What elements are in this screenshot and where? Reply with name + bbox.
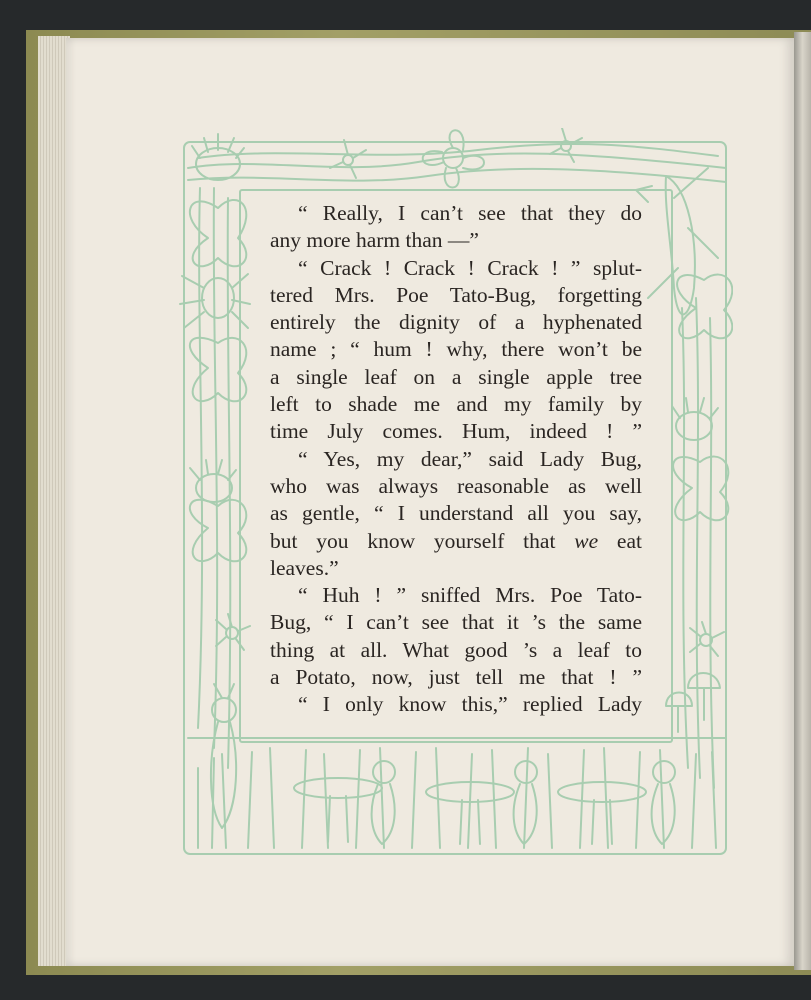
- text-line: “ Yes, my dear,” said Lady Bug,: [298, 446, 642, 471]
- emphasis-word: we: [574, 528, 599, 553]
- text-line: “ I only know this,” replied Lady: [298, 692, 642, 717]
- paragraph-2: [270, 255, 642, 446]
- paragraph-1: [270, 200, 642, 255]
- text-line: “ Really, I can’t see that they do: [298, 201, 642, 225]
- story-text: [270, 200, 642, 719]
- text-line: as gentle, “ I understand all you say,: [270, 501, 642, 526]
- top-branch: [188, 153, 726, 168]
- mushroom-table-3-icon: [558, 782, 646, 844]
- right-star-flower-icon: [690, 622, 724, 656]
- paragraph-4: [270, 582, 642, 691]
- left-star-flower-icon: [216, 614, 250, 650]
- top-left-flower-icon: [330, 140, 366, 178]
- text-line: tered Mrs. Poe Tato-Bug, forgetting: [270, 282, 642, 307]
- text-line: entirely the dignity of a hyphenated: [270, 310, 642, 335]
- next-page-edge: [794, 32, 811, 970]
- text-line: a Potato, now, just tell me that ! ”: [270, 665, 642, 690]
- text-line: who was always reasonable as well: [270, 473, 642, 498]
- text-line: thing at all. What good ’s a leaf to: [270, 637, 642, 662]
- text-line: Bug, “ I can’t see that it ’s the same: [270, 610, 642, 635]
- text-line: time July comes. Hum, indeed ! ”: [270, 419, 642, 444]
- right-stalks: [682, 308, 688, 768]
- text-line: left to shade me and my family by: [270, 392, 642, 417]
- text-line: leaves.”: [270, 555, 339, 580]
- text-line: but you know yourself that we eat: [270, 528, 642, 553]
- paragraph-3: [270, 446, 642, 582]
- text-line: “ Huh ! ” sniffed Mrs. Poe Tato-: [298, 583, 642, 608]
- mushroom-table-1-icon: [294, 778, 382, 842]
- text-line: a single leaf on a single apple tree: [270, 364, 642, 389]
- paragraph-5: [270, 691, 642, 718]
- thistle-icon: [192, 134, 244, 180]
- text-line: name ; “ hum ! why, there won’t be: [270, 337, 642, 362]
- text-line: “ Crack ! Crack ! Crack ! ” splut-: [298, 255, 642, 280]
- left-stalks: [198, 188, 202, 728]
- text-line: any more harm than —”: [270, 228, 479, 253]
